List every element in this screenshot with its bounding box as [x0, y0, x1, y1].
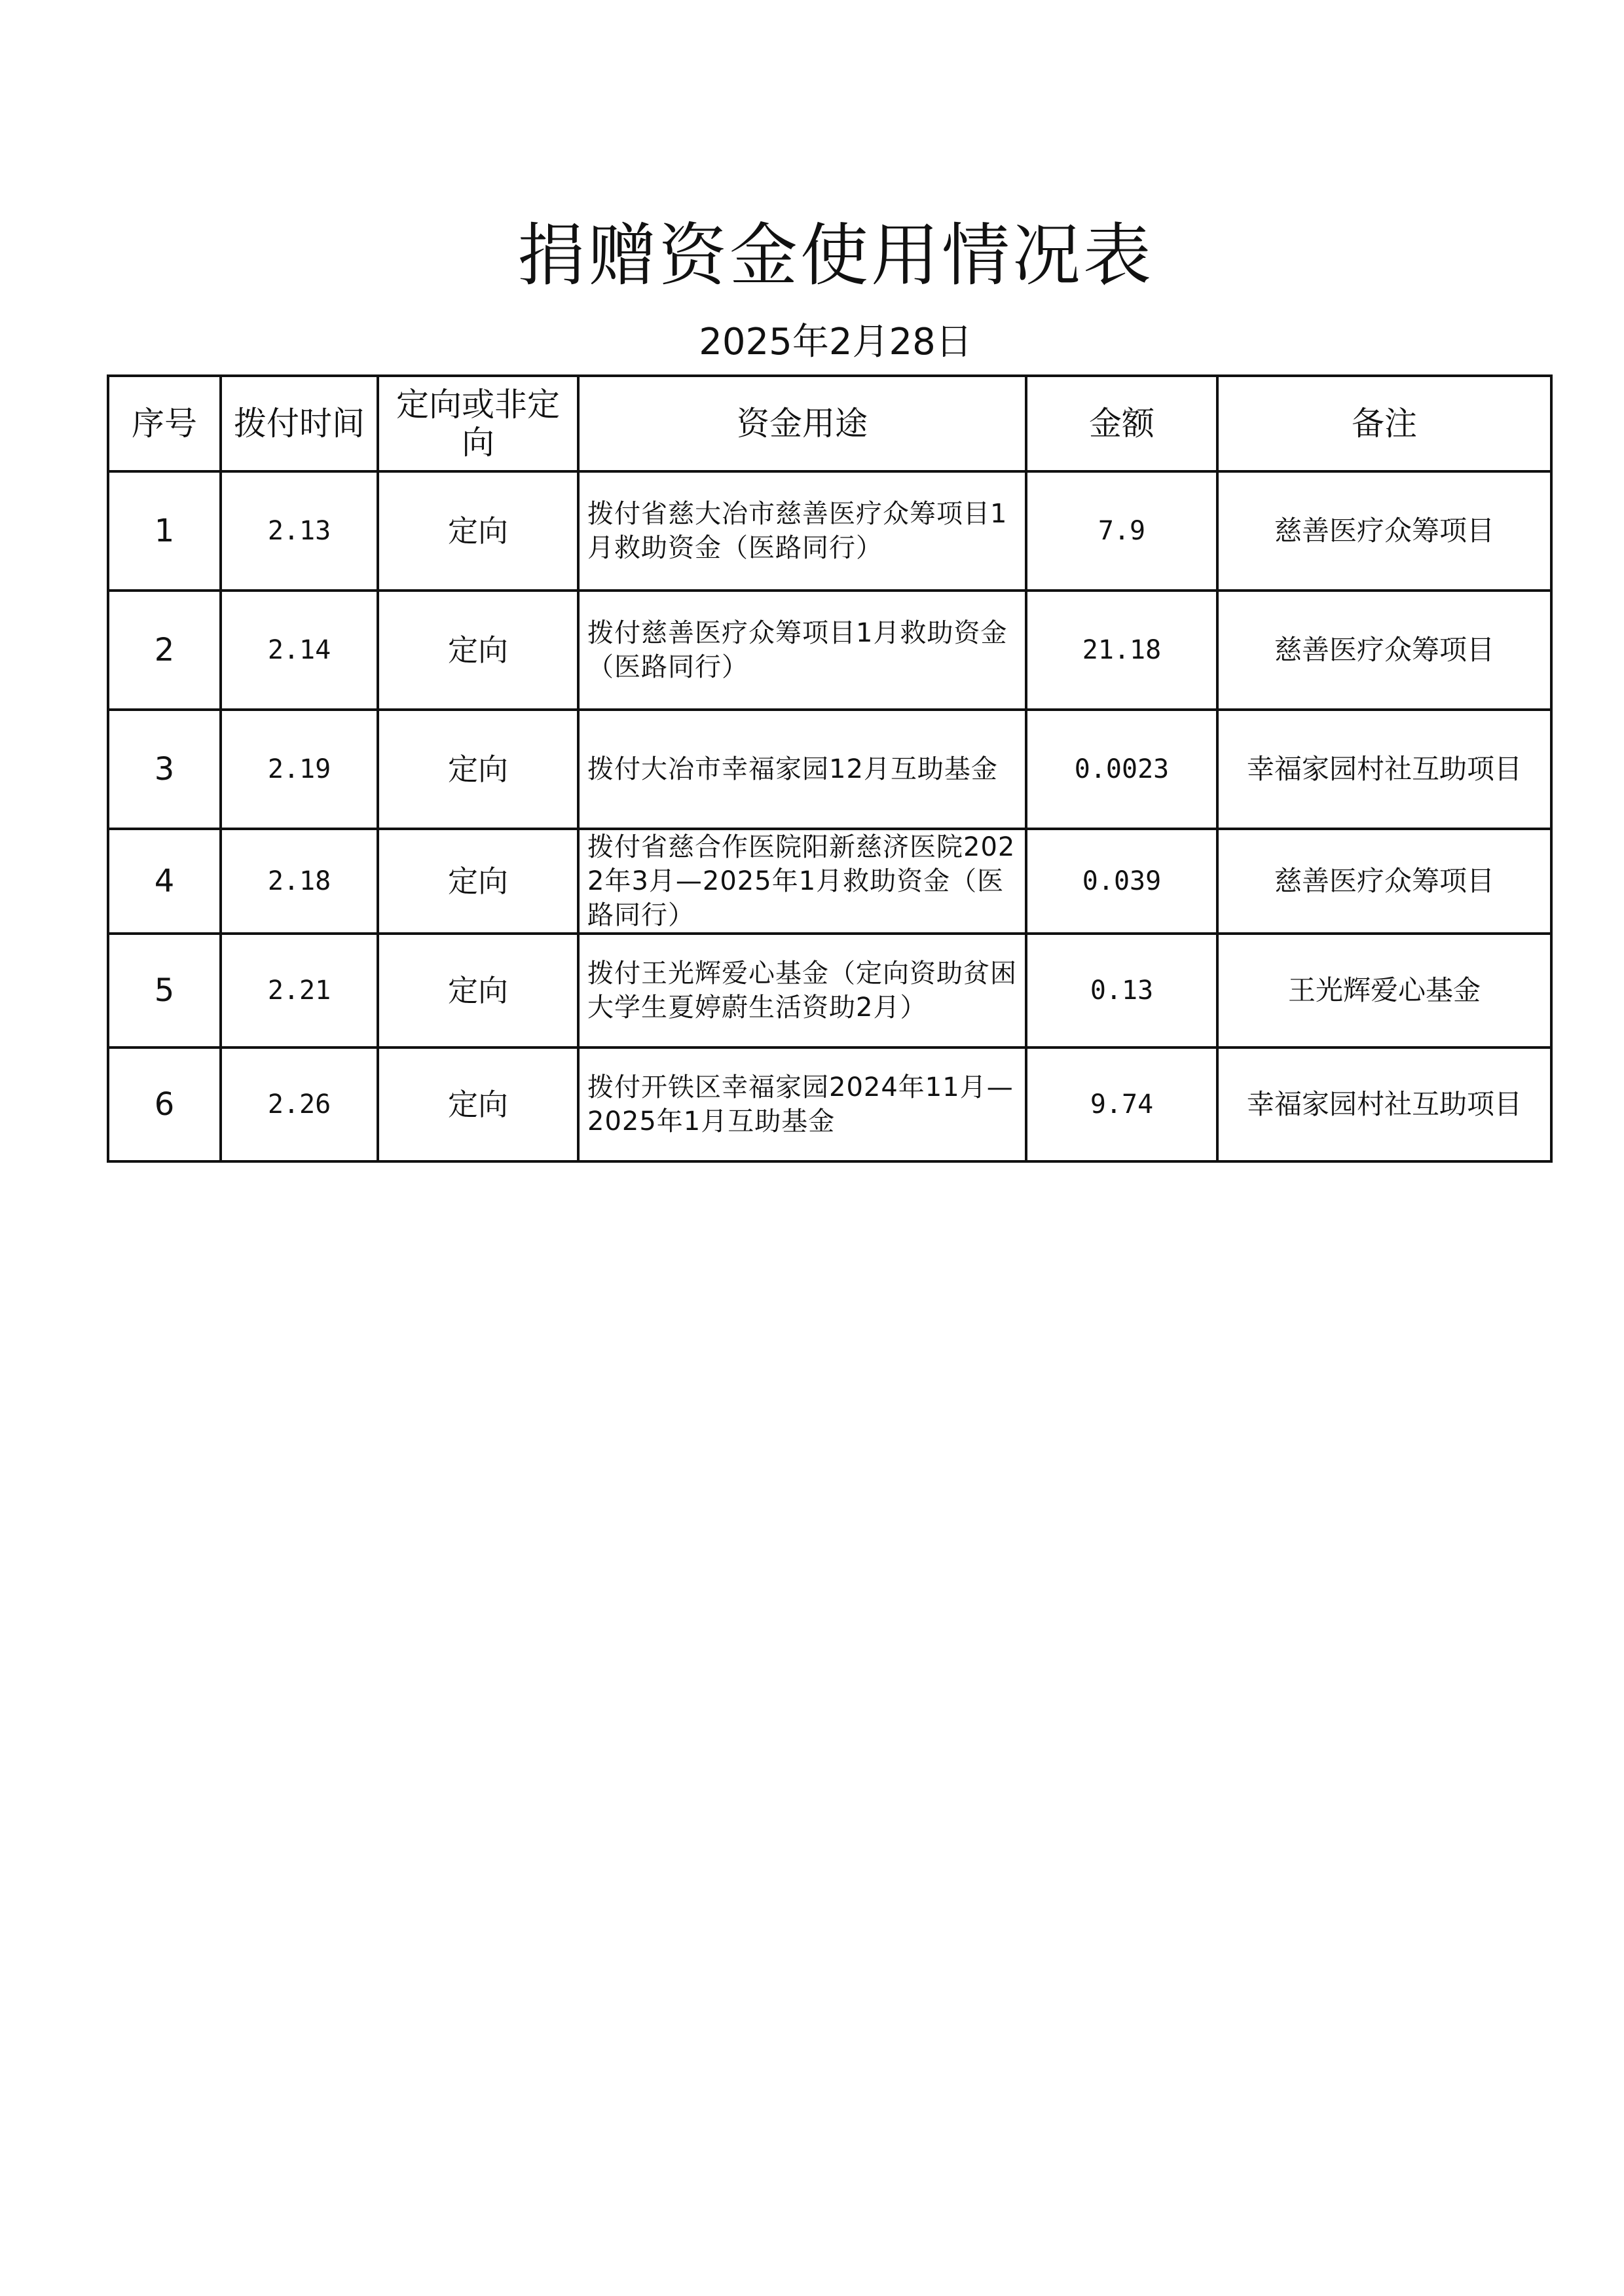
cell-purpose: 拨付省慈大冶市慈善医疗众筹项目1月救助资金（医路同行） [578, 471, 1026, 591]
cell-purpose: 拨付王光辉爱心基金（定向资助贫困大学生夏婷蔚生活资助2月） [578, 934, 1026, 1048]
cell-time: 2.26 [221, 1048, 378, 1161]
cell-time: 2.18 [221, 829, 378, 934]
cell-time: 2.19 [221, 710, 378, 829]
cell-seq: 2 [108, 591, 221, 710]
table-row [108, 591, 1551, 710]
cell-direction: 定向 [378, 471, 578, 591]
cell-direction: 定向 [378, 591, 578, 710]
document-title: 捐赠资金使用情况表 [517, 215, 1154, 295]
cell-note: 幸福家园村社互助项目 [1217, 1048, 1551, 1161]
cell-time: 2.14 [221, 591, 378, 710]
donation-usage-table [107, 374, 1553, 1163]
cell-direction: 定向 [378, 829, 578, 934]
cell-seq: 5 [108, 934, 221, 1048]
cell-direction: 定向 [378, 710, 578, 829]
cell-amount: 0.039 [1026, 829, 1217, 934]
cell-amount: 0.13 [1026, 934, 1217, 1048]
table-row [108, 471, 1551, 591]
table-header-row [108, 376, 1551, 471]
cell-purpose: 拨付省慈合作医院阳新慈济医院2022年3月—2025年1月救助资金（医路同行） [578, 829, 1026, 934]
header-note: 备注 [1217, 376, 1551, 471]
cell-purpose: 拨付开铁区幸福家园2024年11月—2025年1月互助基金 [578, 1048, 1026, 1161]
table-row [108, 829, 1551, 934]
header-amount: 金额 [1026, 376, 1217, 471]
cell-time: 2.21 [221, 934, 378, 1048]
document-date: 2025年2月28日 [699, 321, 972, 363]
cell-note: 慈善医疗众筹项目 [1217, 829, 1551, 934]
cell-seq: 4 [108, 829, 221, 934]
table-row [108, 934, 1551, 1048]
cell-note: 幸福家园村社互助项目 [1217, 710, 1551, 829]
cell-amount: 7.9 [1026, 471, 1217, 591]
cell-seq: 6 [108, 1048, 221, 1161]
cell-amount: 0.0023 [1026, 710, 1217, 829]
cell-direction: 定向 [378, 1048, 578, 1161]
header-direction: 定向或非定向 [378, 376, 578, 471]
cell-seq: 3 [108, 710, 221, 829]
cell-amount: 9.74 [1026, 1048, 1217, 1161]
cell-amount: 21.18 [1026, 591, 1217, 710]
table-row [108, 1048, 1551, 1161]
cell-seq: 1 [108, 471, 221, 591]
cell-note: 慈善医疗众筹项目 [1217, 591, 1551, 710]
cell-time: 2.13 [221, 471, 378, 591]
cell-purpose: 拨付大冶市幸福家园12月互助基金 [578, 710, 1026, 829]
header-seq: 序号 [108, 376, 221, 471]
cell-direction: 定向 [378, 934, 578, 1048]
cell-note: 王光辉爱心基金 [1217, 934, 1551, 1048]
header-purpose: 资金用途 [578, 376, 1026, 471]
cell-purpose: 拨付慈善医疗众筹项目1月救助资金（医路同行） [578, 591, 1026, 710]
header-time: 拨付时间 [221, 376, 378, 471]
table-row [108, 710, 1551, 829]
cell-note: 慈善医疗众筹项目 [1217, 471, 1551, 591]
